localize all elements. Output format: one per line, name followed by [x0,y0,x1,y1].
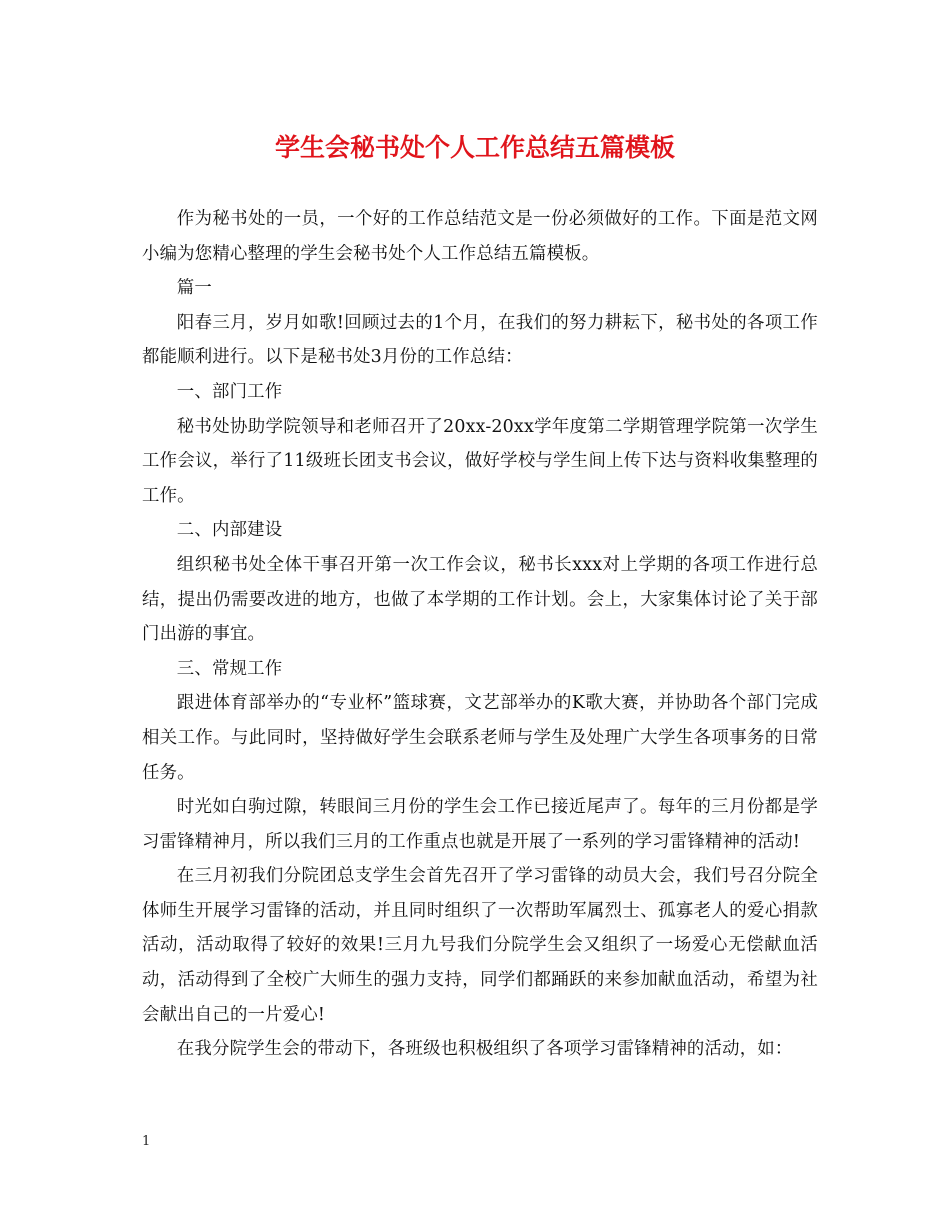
heading-routine-work: 三、常规工作 [176,658,283,679]
heading-department-work: 一、部门工作 [176,381,283,402]
paragraph-intro: 作为秘书处的一员，一个好的工作总结范文是一份必须做好的工作。下面是范文网小编为您精心整理的学生会秘书处个人工作总结五篇模板。 [142,209,818,264]
paragraph-internal-building: 组织秘书处全体干事召开第一次工作会议，秘书长xxx对上学期的各项工作进行总结，提出仍需要改进的地方，也做了本学期的工作计划。会上，大家集体讨论了关于部门出游的事宜。 [142,554,818,645]
paragraph-march-intro: 阳春三月，岁月如歌!回顾过去的1个月，在我们的努力耕耘下，秘书处的各项工作都能顺利进行。以下是秘书处3月份的工作总结： [142,312,818,368]
paragraph-learn-leifeng: 在三月初我们分院团总支学生会首先召开了学习雷锋的动员大会，我们号召分院全体师生开展学习雷锋的活动，并且同时组织了一次帮助军属烈士、孤寡老人的爱心捐款活动，活动取得了较好的效果!三月九号我们分院学生会又组织了一场爱心无偿献血活动，活动得到了全校广大师生的强力支持，同学们都踊跃的来参加献血活动，希望为社会献出自己的一片爱心! [142,866,818,1025]
document-body [142,202,818,1067]
paragraph-department-work: 秘书处协助学院领导和老师召开了20xx-20xx学年度第二学期管理学院第一次学生工作会议，举行了11级班长团支书会议，做好学校与学生间上传下达与资料收集整理的工作。 [142,416,818,506]
page-number: 1 [142,1134,151,1149]
paragraph-class-activities: 在我分院学生会的带动下，各班级也积极组织了各项学习雷锋精神的活动，如： [176,1039,793,1060]
paragraph-time-passes: 时光如白驹过隙，转眼间三月份的学生会工作已接近尾声了。每年的三月份都是学习雷锋精神月，所以我们三月的工作重点也就是开展了一系列的学习雷锋精神的活动! [142,797,818,852]
heading-internal-building: 二、内部建设 [176,520,283,541]
paragraph-routine-work: 跟进体育部举办的“专业杯”篮球赛，文艺部举办的K歌大赛，并协助各个部门完成相关工作。与此同时，坚持做好学生会联系老师与学生及处理广大学生各项事务的日常任务。 [142,693,818,783]
document-title: 学生会秘书处个人工作总结五篇模板 [274,133,675,162]
paragraph-section-label: 篇一 [176,278,212,299]
